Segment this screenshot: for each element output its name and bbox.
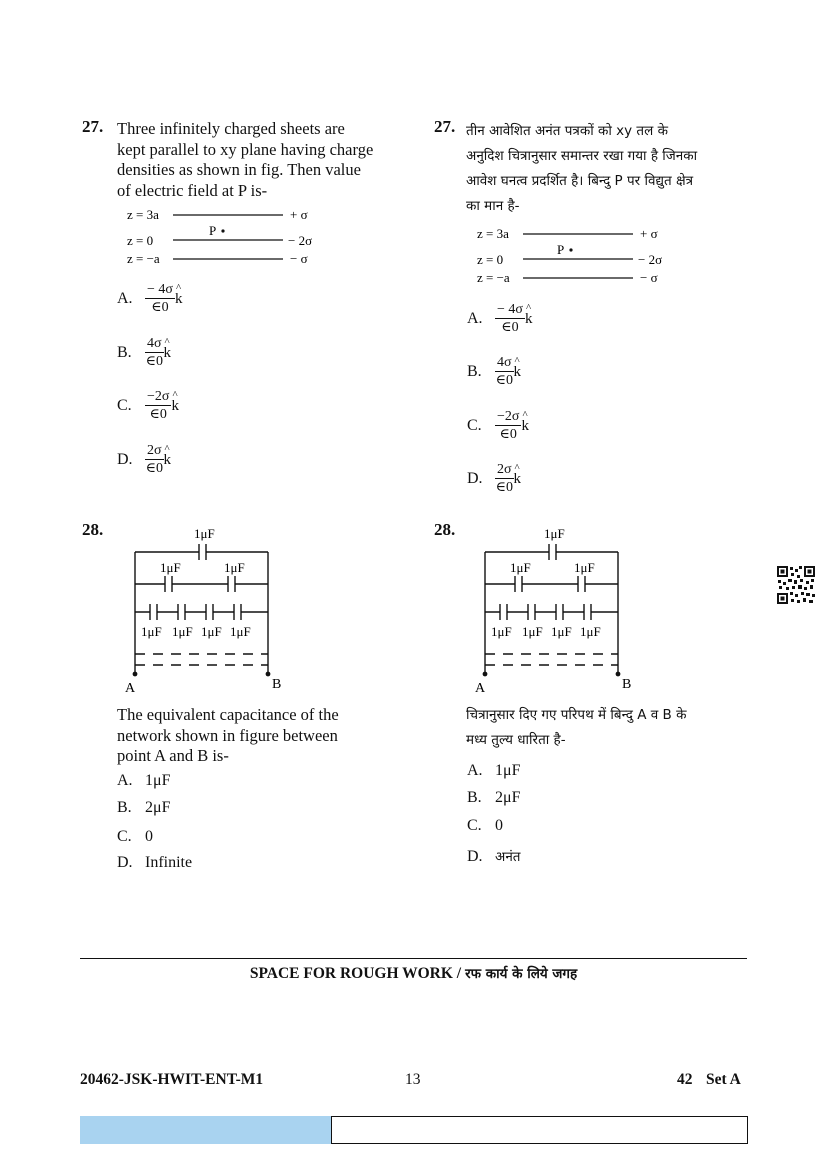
rough-work-heading [80,964,747,983]
q27-en-z3: z = −a [127,251,160,266]
option-label: B. [467,362,482,380]
q27-hi-option-c[interactable] [467,409,529,443]
option-denominator: ∈0 [495,480,513,495]
terminal-a-label: A [125,681,136,696]
option-label: D. [467,469,483,487]
cap-label-top: 1μF [544,526,565,541]
paper-number: 42 [677,1071,693,1088]
q27-hi-line: का मान है- [466,198,520,214]
option-label: A. [467,762,483,779]
k-hat: ^ k [521,418,529,434]
option-label: D. [117,854,133,871]
option-denominator: ∈0 [149,407,167,422]
option-numerator: 4σ [147,336,162,351]
option-label: A. [117,289,133,307]
cap-label-row: 1μF [141,624,162,639]
q27-hi-point-dot [569,248,572,251]
cap-label-mid-right: 1μF [574,560,595,575]
q27-hi-stem [466,119,766,219]
q27-en-z2: z = 0 [127,233,154,248]
terminal-a-label: A [475,681,486,696]
q28-en-line: network shown in figure between [117,725,338,745]
cap-label-row: 1μF [551,624,572,639]
k-hat: ^ k [171,398,179,414]
q28-hi-stem [466,703,766,753]
k-hat: ^ k [514,364,522,380]
q28-hi-line: चित्रानुसार दिए गए परिपथ में बिन्दु A व B के [466,707,687,723]
terminal-a-dot [483,672,488,677]
q27-en-option-a[interactable] [117,282,182,316]
option-denominator: ∈0 [499,427,517,442]
q27-hi-line: अनुदिश चित्रानुसार समान्तर रखा गया है जिनका [466,148,698,164]
option-label: C. [117,396,132,414]
q27-en-option-d[interactable] [117,443,171,477]
q27-hi-sheets-figure [465,222,685,290]
option-numerator: −2σ [497,409,520,424]
q28-en-line: point A and B is- [117,746,229,765]
q28-hi-option-d[interactable] [467,847,521,866]
q28-hi-number: 28. [434,520,456,539]
cap-label-row: 1μF [522,624,543,639]
option-text: अनंत [495,849,521,865]
option-numerator: − 4σ [147,282,173,297]
page-number: 13 [405,1071,421,1088]
footer-color-band [80,1116,331,1144]
terminal-b-dot [616,672,621,677]
q27-en-option-c[interactable] [117,389,179,423]
qr-code-icon [776,565,816,605]
q27-hi-s3: − σ [640,270,658,285]
q28-en-option-a[interactable] [117,772,170,790]
k-hat: ^ k [175,291,183,307]
terminal-b-label: B [622,677,632,692]
cap-label-mid-right: 1μF [224,560,245,575]
q27-hi-line: तीन आवेशित अनंत पत्रकों को xy तल के [466,123,668,139]
q28-en-number: 28. [82,520,104,539]
option-label: A. [117,772,133,789]
option-text: 1μF [495,762,521,779]
q27-en-line: Three infinitely charged sheets are [117,119,345,138]
cap-label-mid-left: 1μF [160,560,181,575]
q27-en-z1: z = 3a [127,207,159,222]
footer-box [331,1116,748,1144]
q28-hi-option-c[interactable] [467,817,503,835]
q28-en-option-c[interactable] [117,828,153,846]
option-numerator: 4σ [497,355,512,370]
q27-hi-option-a[interactable] [467,302,532,336]
cap-label-top: 1μF [194,526,215,541]
option-text: 2μF [145,799,171,816]
q27-en-option-b[interactable] [117,336,171,370]
q28-en-option-d[interactable] [117,854,192,872]
q27-en-point: P [209,223,217,238]
k-hat: ^ k [514,471,522,487]
option-label: C. [467,416,482,434]
q27-en-sheets-figure [115,203,335,271]
q28-en-circuit [120,524,295,696]
q27-hi-z2: z = 0 [477,252,504,267]
dashed-wires [485,654,618,665]
rough-work-divider [80,958,747,959]
option-numerator: −2σ [147,389,170,404]
q27-en-line: of electric field at P is- [117,180,268,200]
option-denominator: ∈0 [145,461,163,476]
q28-hi-line: मध्य तुल्य धारिता है- [466,732,566,748]
cap-label-mid-left: 1μF [510,560,531,575]
q27-hi-z1: z = 3a [477,226,509,241]
terminal-a-dot [133,672,138,677]
cap-label-row: 1μF [580,624,601,639]
q27-hi-option-d[interactable] [467,462,521,496]
option-label: D. [467,848,483,865]
q27-en-s1: + σ [290,207,308,222]
q27-en-line: kept parallel to xy plane having charge [117,139,374,159]
option-numerator: 2σ [147,443,162,458]
cap-label-row: 1μF [172,624,193,639]
q27-en-line: densities as shown in fig. Then value [117,160,361,179]
q27-en-s3: − σ [290,251,308,266]
option-text: 2μF [495,789,521,806]
option-text: 0 [145,828,153,845]
option-text: Infinite [145,854,193,871]
rough-work-hi: रफ कार्य के लिये जगह [465,966,578,982]
q27-hi-number: 27. [434,117,456,136]
option-label: B. [467,789,482,806]
terminal-b-label: B [272,677,282,692]
q27-hi-point: P [557,242,565,257]
q28-hi-circuit [470,524,645,696]
set-label: Set A [706,1071,741,1088]
dashed-wires [135,654,268,665]
option-label: A. [467,309,483,327]
option-label: C. [467,817,482,834]
q27-en-s2: − 2σ [288,233,313,248]
option-denominator: ∈0 [145,354,163,369]
k-hat: ^ k [164,452,172,468]
q27-hi-option-b[interactable] [467,355,521,389]
q27-en-stem [117,119,417,201]
q28-en-option-b[interactable] [117,799,170,817]
rough-work-en: SPACE FOR ROUGH WORK / [249,965,462,982]
cap-label-row: 1μF [491,624,512,639]
option-text: 0 [495,817,503,834]
option-numerator: 2σ [497,462,512,477]
q27-hi-s2: − 2σ [638,252,663,267]
option-label: C. [117,828,132,845]
option-label: D. [117,450,133,468]
option-label: B. [117,799,132,816]
q28-en-stem [117,705,417,767]
cap-label-row: 1μF [230,624,251,639]
q27-en-point-dot [221,229,224,232]
option-denominator: ∈0 [495,373,513,388]
cap-label-row: 1μF [201,624,222,639]
q28-hi-option-b[interactable] [467,789,520,807]
q27-hi-s1: + σ [640,226,658,241]
option-numerator: − 4σ [497,302,523,317]
q28-en-line: The equivalent capacitance of the [117,705,339,724]
q27-en-number: 27. [82,117,104,136]
terminal-b-dot [266,672,271,677]
k-hat: ^ k [525,311,533,327]
paper-code: 20462-JSK-HWIT-ENT-M1 [80,1071,264,1088]
q27-hi-line: आवेश घनत्व प्रदर्शित है। बिन्दु P पर विद्युत क्षेत्र [466,173,694,189]
option-denominator: ∈0 [151,300,169,315]
option-denominator: ∈0 [501,320,519,335]
option-text: 1μF [145,772,171,789]
q28-hi-option-a[interactable] [467,762,520,780]
option-label: B. [117,343,132,361]
q27-hi-z3: z = −a [477,270,510,285]
k-hat: ^ k [164,345,172,361]
